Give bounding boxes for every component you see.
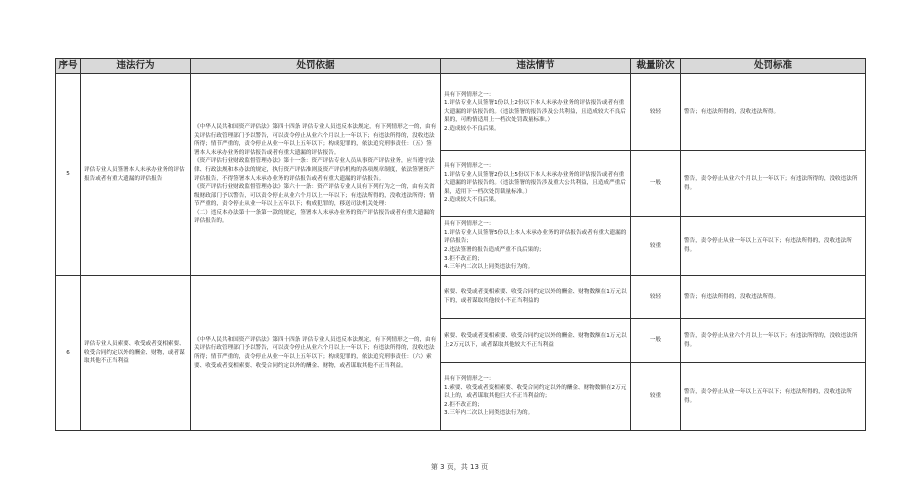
penalty-basis: 《中华人民共和国资产评估法》第四十四条 评估专业人员违反本法规定，有下列情形之一的，由有关评估行政管理部门予以警告，可以责令停止从业六个月以上一年以下；有违法所得的，没收违法所得；情节严重的，责令停止从业一年以上五年以下；构成犯罪的，依法追究刑事责任：（五）签署本人未承办业务的评估报告或者有重大遗漏的评估报告。 《资产评估行业财政监督管理办法》第十一条：资产评估专业人员从事资产评估业务，应当遵守法律、行政法规和本办法的规定，执行资产评估准则及资产评估机构的各项规章制度，依法签署资产评估报告，不得签署本人未承办业务的评估报告或者有重大遗漏的评估报告。 《资产评估行业财政监督管理办法》第六十一条：资产评估专业人员有下列行为之一的，由有关省级财政部门予以警告，可以责令停止从业六个月以上一年以下；有违法所得的，没收违法所得；情节严重的，责令停止从业一年以上五年以下；构成犯罪的，移送司法机关处理： （二）违反本办法第十一条第一款的规定，签署本人未承办业务的资产评估报告或者有重大遗漏的评估报告的。 [191, 74, 441, 276]
row-number: 5 [56, 74, 81, 276]
penalty-standard: 警告，责令停止从业六个月以上一年以下；有违法所得的，没收违法所得。 [681, 151, 866, 217]
violation-plot: 具有下列情形之一： 1.索要、收受或者变相索要、收受合同约定以外的酬金、财物数额在2万元以上的，或者谋取其他巨大不正当利益的； 2.拒不改正的； 3.三年内二次以上同类违法行为的。 [441, 363, 631, 431]
page-footer: 第 3 页，共 13 页 [430, 463, 489, 471]
table-row [56, 276, 866, 319]
header-standard: 处罚标准 [681, 59, 866, 74]
violation-plot: 索要、收受或者变相索要、收受合同约定以外的酬金、财物数额在1万元以上2万元以下，或者谋取其他较大不正当利益 [441, 319, 631, 363]
header-level: 裁量阶次 [631, 59, 681, 74]
table-row [56, 74, 866, 151]
penalty-table [55, 58, 866, 431]
discretion-level: 较轻 [631, 74, 681, 151]
table-header-row [56, 59, 866, 74]
penalty-standard: 警告，责令停止从业六个月以上一年以下；有违法所得的，没收违法所得。 [681, 319, 866, 363]
violation-act: 评估专业人员索要、收受或者变相索要、收受合同约定以外的酬金、财物，或者谋取其他不正当利益 [81, 276, 191, 431]
violation-plot: 索要、收受或者变相索要、收受合同约定以外的酬金、财物数额在1万元以下的，或者谋取其他较小不正当利益的 [441, 276, 631, 319]
penalty-standard: 警告；有违法所得的，没收违法所得。 [681, 74, 866, 151]
violation-plot: 具有下列情形之一： 1.评估专业人员签署2份以上5份以下本人未承办业务的评估报告或者有重大遗漏的评估报告的。（违法签署的报告涉及重大公共利益，且造成严重后果，适用下一档次处罚裁量标准。） 2.造成较大不良后果。 [441, 151, 631, 217]
discretion-level: 较重 [631, 217, 681, 276]
row-number: 6 [56, 276, 81, 431]
penalty-standard: 警告，责令停止从业一年以上五年以下；有违法所得的，没收违法所得。 [681, 217, 866, 276]
header-plot: 违法情节 [441, 59, 631, 74]
header-no: 序号 [56, 59, 81, 74]
violation-plot: 具有下列情形之一： 1.评估专业人员签署5份以上本人未承办业务的评估报告或者有重大遗漏的评估报告； 2.违法签署的报告造成严重不良后果的； 3.拒不改正的； 4.三年内二次以上同类违法行为的。 [441, 217, 631, 276]
discretion-level: 较重 [631, 363, 681, 431]
discretion-level: 一般 [631, 151, 681, 217]
penalty-basis: 《中华人民共和国资产评估法》第四十四条 评估专业人员违反本法规定，有下列情形之一的，由有关评估行政管理部门予以警告，可以责令停止从业六个月以上一年以下；有违法所得的，没收违法所得；情节严重的，责令停止从业一年以上五年以下；构成犯罪的，依法追究刑事责任：（六）索要、收受或者变相索要、收受合同约定以外的酬金、财物，或者谋取其他不正当利益。 [191, 276, 441, 431]
violation-plot: 具有下列情形之一： 1.评估专业人员签署1份以上2份以下本人未承办业务的评估报告或者有重大遗漏的评估报告的。（违法签署的报告涉及公共利益，且造成较大不良后果的，可酌情适用上一档次处罚裁量标准。） 2.造成较小不良后果。 [441, 74, 631, 151]
discretion-level: 一般 [631, 319, 681, 363]
penalty-standard: 警告，责令停止从业一年以上五年以下；有违法所得的，没收违法所得。 [681, 363, 866, 431]
penalty-standard: 警告；有违法所得的，没收违法所得。 [681, 276, 866, 319]
discretion-level: 较轻 [631, 276, 681, 319]
header-act: 违法行为 [81, 59, 191, 74]
violation-act: 评估专业人员签署本人未承办业务的评估报告或者有重大遗漏的评估报告 [81, 74, 191, 276]
header-basis: 处罚依据 [191, 59, 441, 74]
